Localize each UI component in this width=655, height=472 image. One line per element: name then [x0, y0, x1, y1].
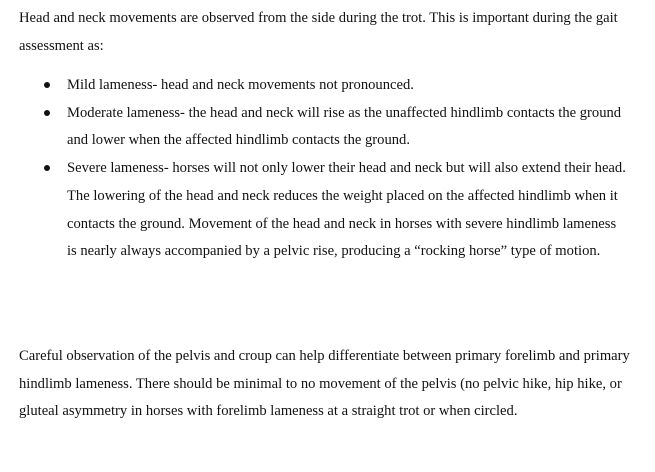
bullet-text-moderate: Moderate lameness- the head and neck will rise as the unaffected hindlimb contacts the ground and lower when the affected hindlimb contacts the ground. — [67, 104, 622, 149]
bullet-item-moderate — [0, 100, 627, 155]
bullet-dot-icon — [44, 165, 50, 171]
closing-paragraph: Careful observation of the pelvis and croup can help differentiate between primary forelimb and primary hindlimb lameness. There should be minimal to no movement of the pelvis (no pelvic hike, hip hike, or gluteal asymmetry in horses with forelimb lameness at a straight trot or when circled. — [19, 348, 630, 419]
bullet-item-severe — [0, 155, 627, 266]
bullet-item-mild — [0, 72, 627, 100]
bullet-text-mild: Mild lameness- head and neck movements not pronounced. — [67, 77, 414, 93]
lameness-bullet-list — [0, 72, 655, 266]
bullet-text-severe: Severe lameness- horses will not only lower their head and neck but will also extend their head. The lowering of the head and neck reduces the weight placed on the affected hindlimb when it contacts the ground. Movement of the head and neck in horses with severe hindlimb lameness is nearly always accompanied by a pelvic rise, producing a “rocking horse” type of motion. — [67, 160, 626, 260]
bullet-dot-icon — [44, 110, 50, 116]
intro-paragraph: Head and neck movements are observed from the side during the trot. This is important during the gait assessment as: — [19, 10, 618, 54]
bullet-dot-icon — [44, 82, 50, 88]
